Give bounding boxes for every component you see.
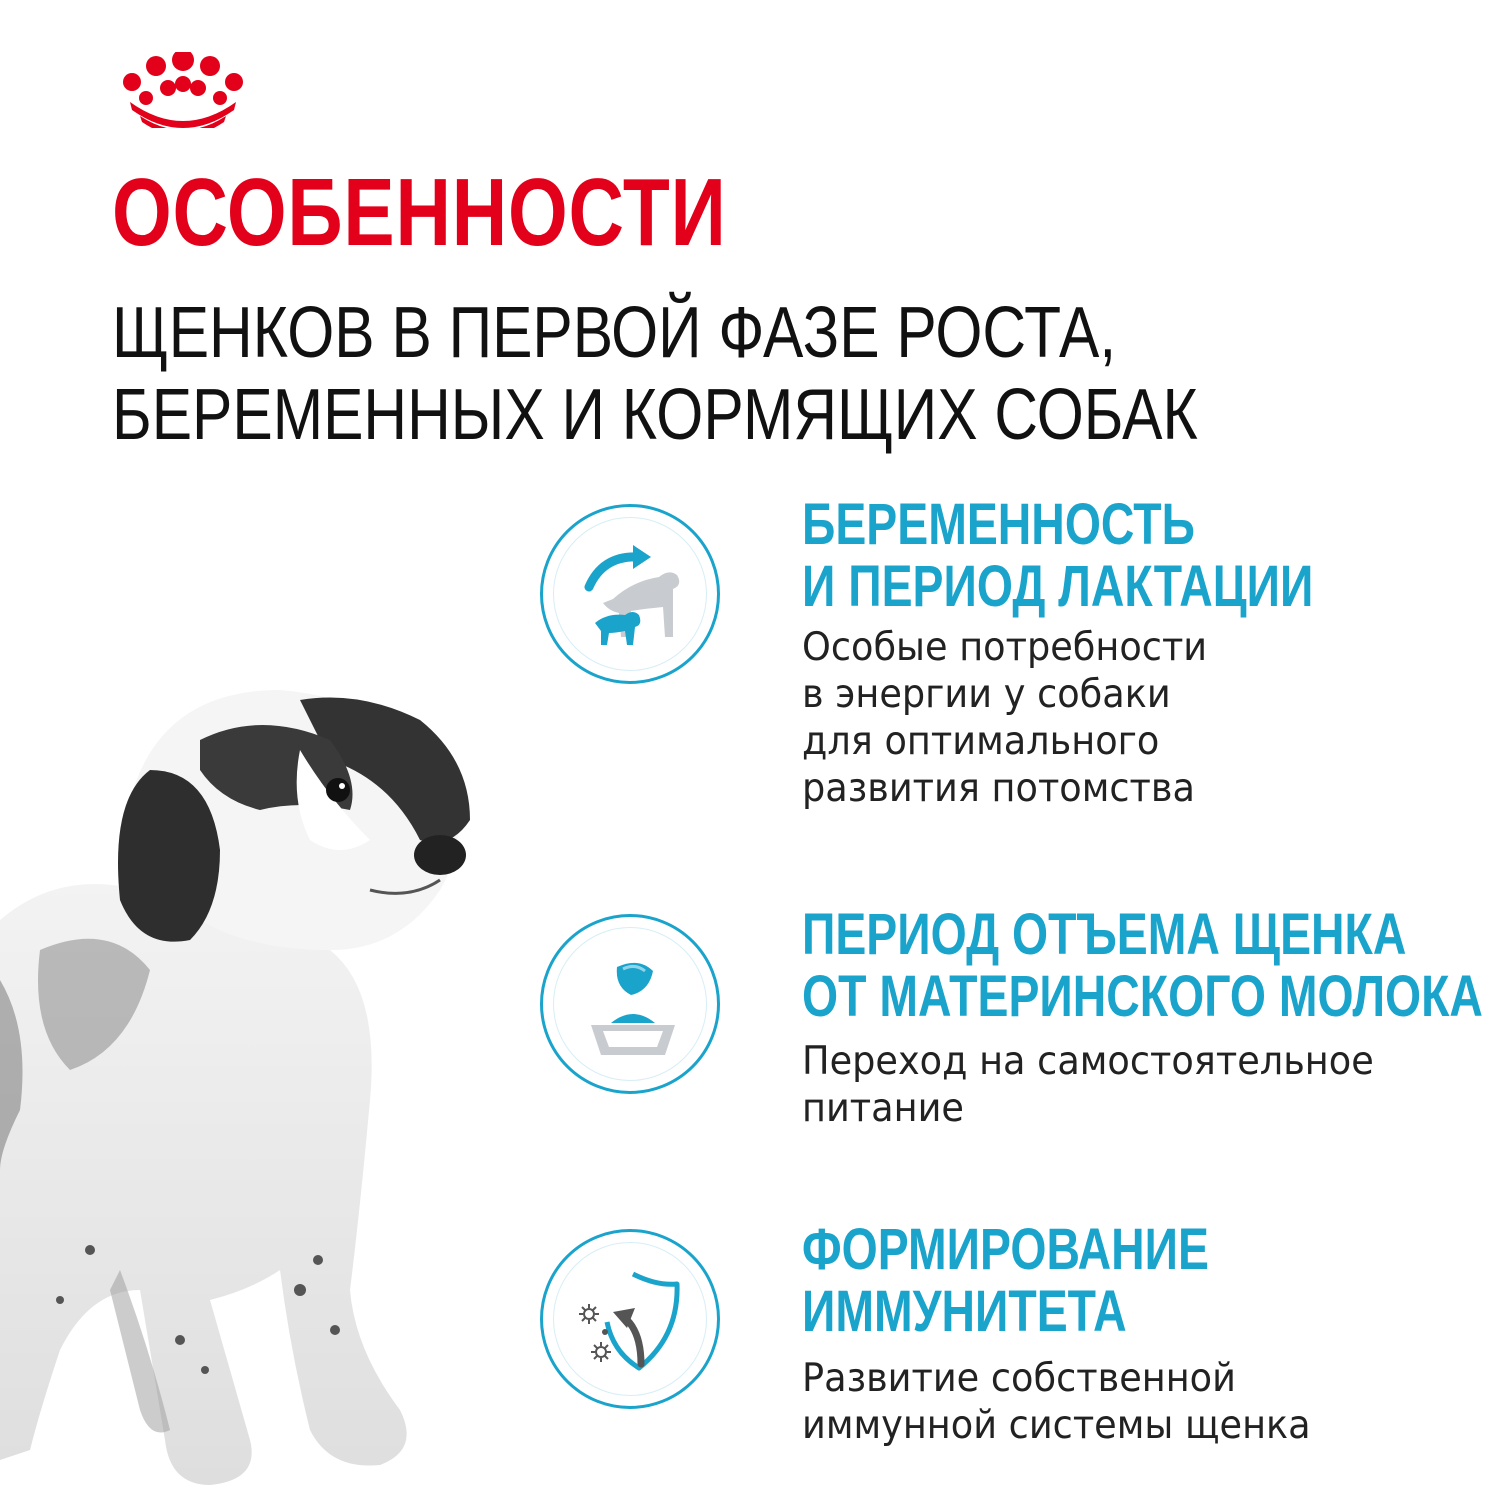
feature-description-line: для оптимального (802, 719, 1160, 764)
food-bowl-icon (573, 947, 693, 1067)
immunity-shield-icon (573, 1262, 693, 1382)
feature-title-line: ПЕРИОД ОТЪЕМА ЩЕНКА (802, 902, 1407, 967)
feature-description-line: Особые потребности (802, 625, 1208, 670)
feature-title-line: И ПЕРИОД ЛАКТАЦИИ (802, 554, 1314, 619)
feature-icon-circle (540, 914, 720, 1094)
subtitle-line-1: ЩЕНКОВ В ПЕРВОЙ ФАЗЕ РОСТА, (112, 293, 1117, 373)
feature-description-line: в энергии у собаки (802, 672, 1171, 717)
feature-title-line: ИММУНИТЕТА (802, 1279, 1127, 1344)
feature-description-line: питание (802, 1086, 964, 1131)
feature-title-line: БЕРЕМЕННОСТЬ (802, 492, 1195, 557)
feature-description-line: иммунной системы щенка (802, 1403, 1311, 1448)
feature-description-line: Развитие собственной (802, 1356, 1236, 1401)
page-subtitle (112, 292, 1198, 456)
feature-description (802, 624, 1207, 812)
royal-crown-icon (118, 52, 248, 128)
feature-title (802, 904, 1483, 1028)
feature-icon-circle (540, 504, 720, 684)
subtitle-line-2: БЕРЕМЕННЫХ И КОРМЯЩИХ СОБАК (112, 375, 1198, 455)
feature-title (802, 1219, 1209, 1343)
feature-description-line: Переход на самостоятельное (802, 1039, 1374, 1084)
feature-description-line: развития потомства (802, 766, 1195, 811)
feature-description (802, 1355, 1311, 1449)
page-title: ОСОБЕННОСТИ (112, 159, 727, 266)
feature-description (802, 1038, 1374, 1132)
puppy-photo (0, 650, 520, 1500)
dog-and-puppy-icon (573, 537, 693, 657)
feature-title-line: ОТ МАТЕРИНСКОГО МОЛОКА (802, 964, 1483, 1029)
feature-title (802, 494, 1313, 618)
feature-title-line: ФОРМИРОВАНИЕ (802, 1217, 1209, 1282)
feature-icon-circle (540, 1229, 720, 1409)
